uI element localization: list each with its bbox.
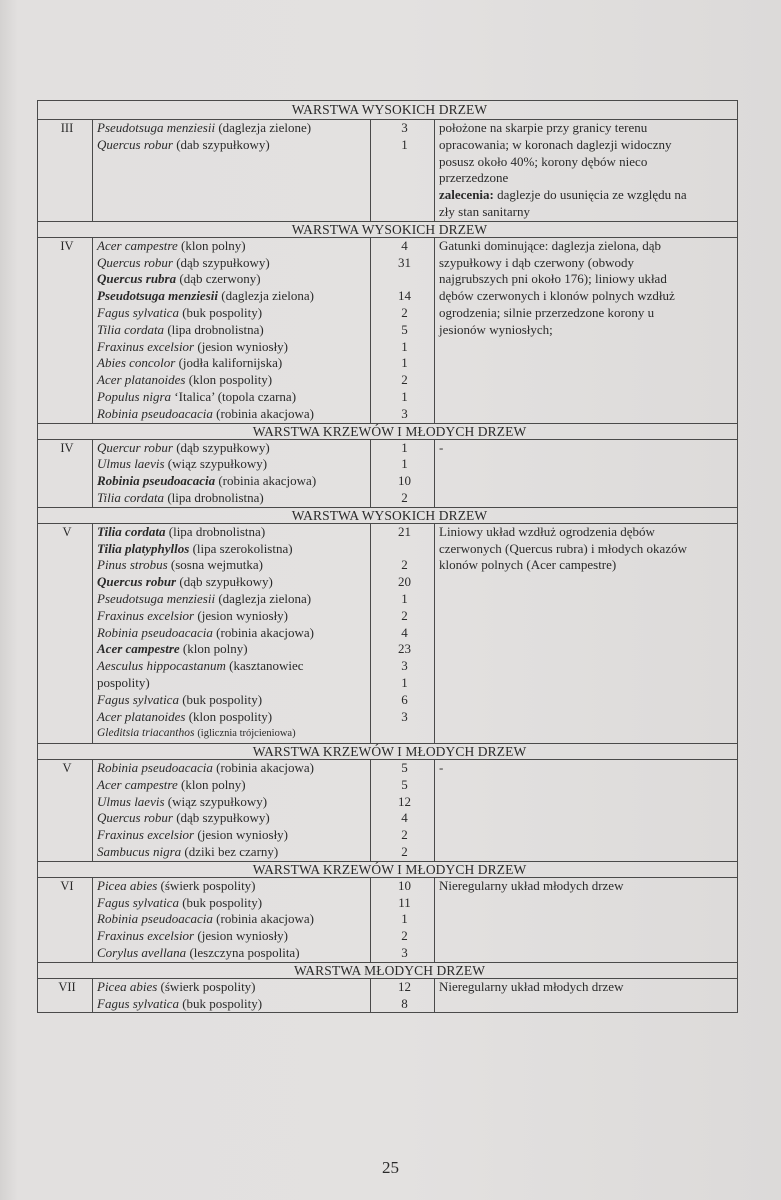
count-cell [371,439,435,507]
species-common-name: (jesion wyniosły) [197,338,289,354]
species-line [97,810,370,827]
tree-count: 2 [401,304,408,320]
species-latin-name: Pseudotsuga menziesii [97,590,216,606]
species-line [97,625,370,642]
area-number: V [38,760,93,862]
tree-inventory-table [37,100,738,1013]
species-common-name: (buk pospolity) [182,995,263,1011]
species-line [97,979,370,996]
note-line [439,271,737,288]
section-body-row [38,978,738,1013]
species-common-name: (klon pospolity) [188,372,273,388]
species-cell [93,237,371,423]
tree-count: 2 [401,928,408,944]
species-line [97,524,370,541]
tree-count: 1 [401,136,408,152]
species-line [97,305,370,322]
species-latin-name: Picea abies [97,877,158,893]
note-label: zalecenia: [439,187,494,203]
species-latin-name: Picea abies [97,978,158,994]
species-latin-name: Ulmus laevis [97,793,165,809]
tree-count: 12 [398,978,411,994]
tree-count: 2 [401,372,408,388]
area-number: VII [38,978,93,1013]
species-common-name: (dab szypułkowy) [176,136,270,152]
tree-count: 1 [401,456,408,472]
species-common-name: (robinia akacjowa) [216,911,314,927]
tree-count: 10 [398,473,411,489]
tree-count: 2 [401,557,408,573]
species-common-name: (daglezja zielona) [221,288,314,304]
tree-count: 3 [401,405,408,421]
note-line [439,288,737,305]
count-cell [371,523,435,743]
tree-count: 1 [401,338,408,354]
species-line [97,389,370,406]
notes-cell [435,523,738,743]
tree-count: 1 [401,439,408,455]
area-number: VI [38,877,93,962]
species-latin-name: Sambucus nigra [97,844,182,860]
species-latin-name: Tilia cordata [97,489,165,505]
species-common-name: (robinia akacjowa) [218,473,317,489]
section-header: WARSTWA KRZEWÓW I MŁODYCH DRZEW [38,861,738,877]
species-cell [93,439,371,507]
species-common-name: (buk pospolity) [182,894,263,910]
species-latin-name: Tilia cordata [97,523,166,539]
species-cell [93,120,371,222]
species-line [97,255,370,272]
species-common-name: (iglicznia trójcieniowa) [197,728,296,740]
species-line [97,777,370,794]
species-latin-name: Quercur robur [97,439,173,455]
species-latin-name: Fraxinus excelsior [97,607,195,623]
species-latin-name: Pseudotsuga menziesii [97,288,218,304]
species-common-name: ‘Italica’ (topola czarna) [174,388,297,404]
species-common-name: (dąb szypułkowy) [176,810,270,826]
note-text: Nieregularny układ młodych drzew [439,877,624,893]
tree-count: 12 [398,793,411,809]
species-latin-name: Robinia pseudoacacia [97,760,213,776]
species-latin-name: Aesculus hippocastanum [97,658,226,674]
species-latin-name: Quercus robur [97,136,173,152]
species-line [97,557,370,574]
note-line [439,524,737,541]
species-line [97,473,370,490]
note-text: posusz około 40%; korony dębów nieco [439,153,648,169]
species-latin-name: Quercus robur [97,810,173,826]
species-line [97,641,370,658]
species-common-name: (klon pospolity) [188,708,273,724]
species-latin-name: Ulmus laevis [97,456,165,472]
species-common-name: (wiąz szypułkowy) [167,793,268,809]
blank-line [97,154,370,171]
section-header-row [38,423,738,439]
species-latin-name: Acer campestre [97,776,178,792]
note-line [439,322,737,339]
section-header-row [38,507,738,523]
note-text: zły stan sanitarny [439,203,530,219]
count-cell [371,120,435,222]
count-cell [371,877,435,962]
note-line [439,557,737,574]
species-common-name: (dąb czerwony) [179,271,261,287]
species-latin-name: Acer campestre [97,237,178,253]
section-header-row [38,101,738,120]
tree-count: 1 [401,355,408,371]
species-line [97,271,370,288]
note-text: szypułkowy i dąb czerwony (obwody [439,254,634,270]
section-header-row [38,744,738,760]
species-common-name: (buk pospolity) [182,691,263,707]
species-latin-name: Acer campestre [97,641,180,657]
species-common-name: (klon polny) [182,641,248,657]
note-line [439,170,737,187]
note-text: przerzedzone [439,170,509,186]
section-header: WARSTWA MŁODYCH DRZEW [38,962,738,978]
species-line [97,878,370,895]
species-common-name: (klon polny) [181,776,246,792]
species-common-name: (dąb szypułkowy) [176,254,270,270]
note-line [439,120,737,137]
note-line [439,305,737,322]
note-text: opracowania; w koronach daglezji widoczny [439,136,672,152]
species-latin-name: Fagus sylvatica [97,894,179,910]
note-text: najgrubszych pni około 176); liniowy układ [439,271,667,287]
tree-count: 11 [398,894,411,910]
species-line [97,709,370,726]
section-body-row [38,760,738,862]
species-latin-name: Acer platanoides [97,708,186,724]
tree-count [375,271,434,288]
species-cell [93,760,371,862]
species-common-name: (świerk pospolity) [160,978,256,994]
tree-count: 3 [401,708,408,724]
note-text: jesionów wyniosłych; [439,321,553,337]
species-common-name: (klon polny) [181,237,246,253]
area-number: III [38,120,93,222]
note-line [439,440,737,457]
species-latin-name: Tilia cordata [97,321,165,337]
tree-count: 1 [401,590,408,606]
section-header-row [38,962,738,978]
tree-count: 4 [401,237,408,253]
species-line [97,120,370,137]
species-common-name: (lipa drobnolistna) [167,489,264,505]
species-latin-name: Robinia pseudoacacia [97,624,213,640]
species-line [97,490,370,507]
species-line [97,339,370,356]
species-common-name: (lipa drobnolistna) [167,321,264,337]
tree-count: 3 [401,945,408,961]
tree-count: 5 [401,776,408,792]
species-line [97,541,370,558]
note-line [439,187,737,204]
species-common-name: (robinia akacjowa) [216,624,314,640]
species-line [97,996,370,1013]
area-number: IV [38,237,93,423]
tree-count: 2 [401,827,408,843]
species-common-name: (jesion wyniosły) [197,827,289,843]
species-common-name: (leszczyna pospolita) [189,945,300,961]
species-latin-name: Quercus rubra [97,271,177,287]
count-cell [371,237,435,423]
note-line [439,238,737,255]
species-line [97,911,370,928]
species-line [97,658,370,675]
notes-cell [435,439,738,507]
section-body-row [38,439,738,507]
species-common-name: (dąb szypułkowy) [179,574,273,590]
species-common-name: (jodła kalifornijska) [178,355,283,371]
notes-cell [435,978,738,1013]
tree-count: 1 [401,911,408,927]
species-line [97,372,370,389]
notes-cell [435,877,738,962]
species-latin-name: Fagus sylvatica [97,304,179,320]
species-latin-name: Fraxinus excelsior [97,338,195,354]
species-common-name: (dąb szypułkowy) [176,439,270,455]
species-line [97,608,370,625]
species-line [97,238,370,255]
species-line [97,760,370,777]
note-text: daglezje do usunięcia ze względu na [493,187,687,203]
note-line [439,760,737,777]
species-line [97,440,370,457]
tree-count: 4 [401,624,408,640]
species-line [97,725,370,743]
tree-count: 2 [401,844,408,860]
species-common-name: (lipa szerokolistna) [192,540,293,556]
tree-count: 8 [401,995,408,1011]
species-line [97,355,370,372]
tree-count: 5 [401,760,408,776]
section-header: WARSTWA WYSOKICH DRZEW [38,101,738,120]
species-latin-name: Robinia pseudoacacia [97,405,213,421]
notes-cell [435,120,738,222]
note-line [439,154,737,171]
tree-count: 2 [401,489,408,505]
tree-count: 23 [398,641,411,657]
species-latin-name: Populus nigra [97,388,172,404]
species-latin-name: Acer platanoides [97,372,186,388]
species-common-name: (wiąz szypułkowy) [167,456,268,472]
section-header: WARSTWA WYSOKICH DRZEW [38,221,738,237]
species-latin-name: Corylus avellana [97,945,187,961]
species-common-name: (dziki bez czarny) [184,844,279,860]
note-text: czerwonych (Quercus rubra) i młodych okazów [439,540,687,556]
note-text: klonów polnych (Acer campestre) [439,557,617,573]
tree-count: 2 [401,607,408,623]
count-cell [371,978,435,1013]
species-cell [93,523,371,743]
tree-count: 4 [401,810,408,826]
species-latin-name: Quercus robur [97,574,177,590]
note-line [439,137,737,154]
note-text: dębów czerwonych i klonów polnych wzdłuż [439,288,675,304]
species-line [97,574,370,591]
species-latin-name: Abies concolor [97,355,176,371]
note-line [439,204,737,221]
species-latin-name: Quercus robur [97,254,173,270]
notes-cell [435,760,738,862]
tree-count: 3 [401,120,408,135]
species-common-name: (jesion wyniosły) [197,928,289,944]
note-text: Liniowy układ wzdłuż ogrodzenia dębów [439,523,655,539]
section-header: WARSTWA WYSOKICH DRZEW [38,507,738,523]
species-latin-name: Gleditsia triacanthos [97,727,195,740]
species-latin-name: Fagus sylvatica [97,691,179,707]
section-header: WARSTWA KRZEWÓW I MŁODYCH DRZEW [38,423,738,439]
species-cell [93,978,371,1013]
note-line [439,979,737,996]
species-latin-name: Fraxinus excelsior [97,928,195,944]
note-text: - [439,760,444,776]
section-header: WARSTWA KRZEWÓW I MŁODYCH DRZEW [38,744,738,760]
tree-count: 1 [401,674,408,690]
section-body-row [38,523,738,743]
species-latin-name: Robinia pseudoacacia [97,473,216,489]
species-common-name: (jesion wyniosły) [197,607,289,623]
tree-count: 31 [398,254,411,270]
note-text: położone na skarpie przy granicy terenu [439,120,648,135]
species-common-name: (lipa drobnolistna) [168,523,266,539]
tree-count: 1 [401,388,408,404]
tree-count: 5 [401,321,408,337]
species-line [97,928,370,945]
count-cell [371,760,435,862]
tree-count: 21 [398,523,411,539]
species-latin-name: Fagus sylvatica [97,995,179,1011]
species-common-name: pospolity) [97,674,150,690]
species-line [97,895,370,912]
note-line [439,541,737,558]
section-header-row [38,861,738,877]
species-common-name: (daglezja zielona) [218,590,312,606]
species-line [97,591,370,608]
species-latin-name: Pseudotsuga menziesii [97,120,216,135]
tree-inventory-body [38,101,738,1013]
tree-count [375,541,434,558]
species-latin-name: Tilia platyphyllos [97,540,190,556]
tree-count [375,725,434,742]
species-common-name: (sosna wejmutka) [170,557,263,573]
tree-count: 6 [401,691,408,707]
notes-cell [435,237,738,423]
species-common-name: (robinia akacjowa) [216,405,314,421]
species-line [97,322,370,339]
page-number: 25 [382,1158,399,1177]
species-line [97,945,370,962]
species-line [97,288,370,305]
area-number: V [38,523,93,743]
note-line [439,878,737,895]
species-cell [93,877,371,962]
tree-count: 3 [401,658,408,674]
species-line [97,794,370,811]
note-text: - [439,439,444,455]
species-common-name: (kasztanowiec [229,658,304,674]
section-header-row [38,221,738,237]
tree-count: 14 [398,288,411,304]
species-latin-name: Pinus strobus [97,557,168,573]
note-text: Gatunki dominujące: daglezja zielona, dąb [439,237,661,253]
species-common-name: (świerk pospolity) [160,877,256,893]
species-line [97,137,370,154]
tree-count: 10 [398,877,411,893]
species-line [97,456,370,473]
species-common-name: (robinia akacjowa) [216,760,314,776]
species-line [97,675,370,692]
species-common-name: (daglezja zielone) [218,120,312,135]
area-number: IV [38,439,93,507]
species-line [97,827,370,844]
section-body-row [38,877,738,962]
species-latin-name: Fraxinus excelsior [97,827,195,843]
section-body-row [38,120,738,222]
species-line [97,844,370,861]
tree-count: 20 [398,574,411,590]
species-common-name: (buk pospolity) [182,304,263,320]
section-body-row [38,237,738,423]
note-line [439,255,737,272]
note-text: ogrodzenia; silnie przerzedzone korony u [439,304,655,320]
species-line [97,406,370,423]
species-line [97,692,370,709]
species-latin-name: Robinia pseudoacacia [97,911,213,927]
note-text: Nieregularny układ młodych drzew [439,978,624,994]
